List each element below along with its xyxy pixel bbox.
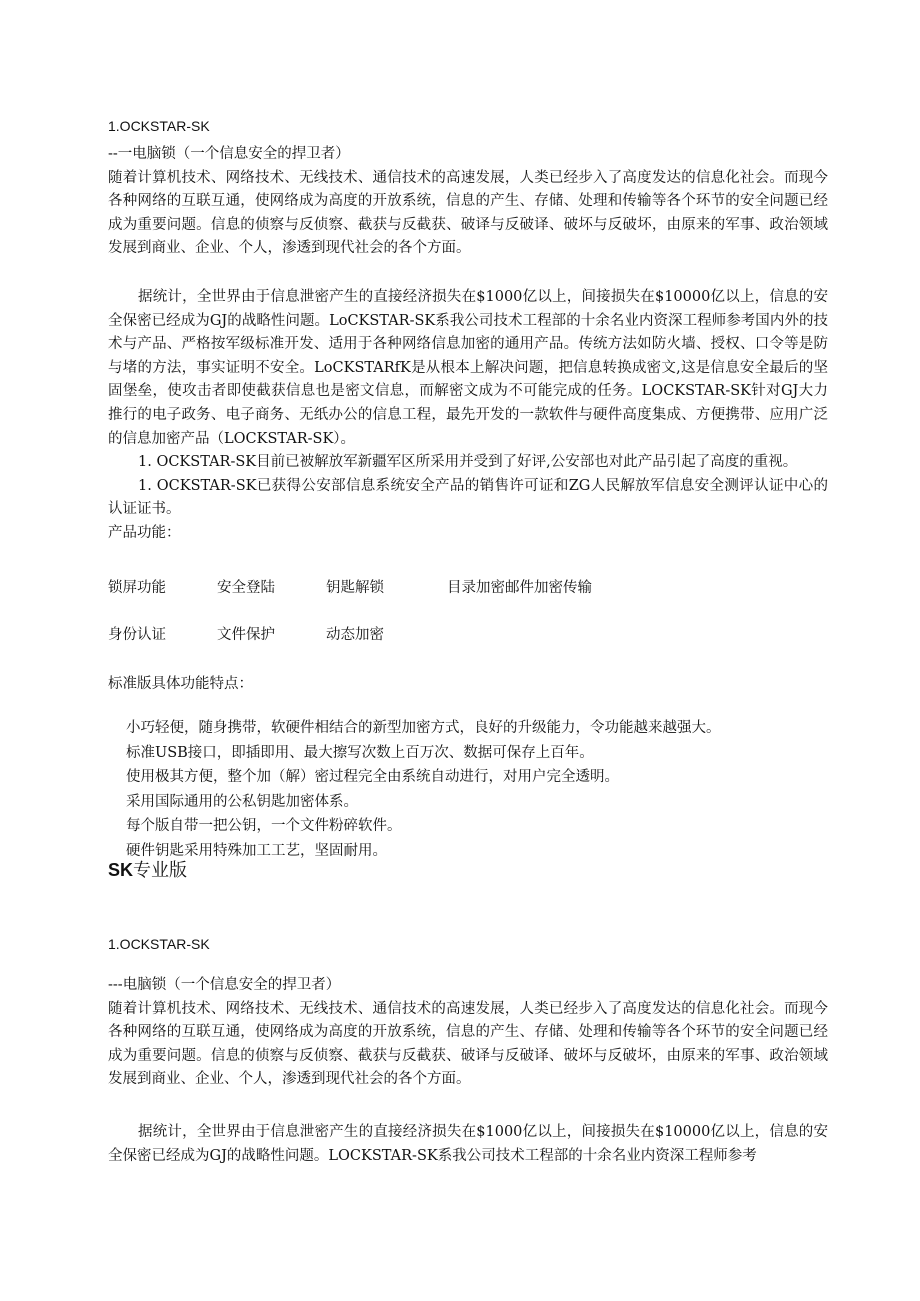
intro-text-block (108, 143, 828, 261)
product-line-title: 1.OCKSTAR-SK (108, 118, 210, 134)
intro-text-block-2 (108, 974, 828, 1092)
function-item: 锁屏功能 (108, 580, 166, 596)
paragraph-intro: 随着计算机技术、网络技术、无线技术、通信技术的高速发展，人类已经步入了高度发达的信息化社会。而现今各种网络的互联互通，使网络成为高度的开放系统，信息的产生、存储、处理和传输等各个环节的安全问题已经成为重要问题。信息的侦察与反侦察、截获与反截获、破译与反破译、破坏与反破坏，由原来的军事、政治领域发展到商业、企业、个人，渗透到现代社会的各个方面。 (108, 169, 828, 257)
subtitle-2: ---电脑锁（一个信息安全的捍卫者） (108, 977, 341, 993)
feature-item: 使用极其方便，整个加（解）密过程完全由系统自动进行，对用户完全透明。 (126, 769, 619, 786)
functions-row-2 (108, 623, 828, 647)
feature-item: 标准USB接口，即插即用、最大擦写次数上百万次、数据可保存上百年。 (126, 744, 594, 761)
section-heading-bold: SK (108, 860, 134, 880)
paragraph-intro-2: 随着计算机技术、网络技术、无线技术、通信技术的高速发展，人类已经步入了高度发达的信息化社会。而现今各种网络的互联互通，使网络成为高度的开放系统，信息的产生、存储、处理和传输等各个环节的安全问题已经成为重要问题。信息的侦察与反侦察、截获与反截获、破译与反破译、破坏与反破坏，由原来的军事、政治领域发展到商业、企业、个人，渗透到现代社会的各个方面。 (108, 1000, 828, 1088)
paragraph-certification: 1. OCKSTAR-SK已获得公安部信息系统安全产品的销售许可证和ZG人民解放军信息安全测评认证中心的认证证书。 (108, 477, 828, 518)
feature-item: 每个版自带一把公钥，一个文件粉碎软件。 (126, 818, 402, 835)
function-item: 文件保护 (217, 627, 275, 643)
functions-label: 产品功能： (108, 524, 181, 541)
functions-row-1 (108, 576, 828, 600)
function-item: 身份认证 (108, 627, 166, 643)
paragraph-statistics: 据统计，全世界由于信息泄密产生的直接经济损失在$1000亿以上，间接损失在$10000亿以上，信息的安全保密已经成为GJ的战略性问题。LoCKSTAR-SK系我公司技术工程部的十余名业内资深工程师参考国内外的技术与产品、严格按军级标准开发、适用于各种网络信息加密的通用产品。传统方法如防火墙、授权、口令等是防与堵的方法，事实证明不安全。LoCKSTARfK是从根本上解决问题，把信息转换成密文,这是信息安全最后的坚固堡垒，使攻击者即使截获信息也是密文信息，而解密文成为不可能完成的任务。LOCKSTAR-SK针对GJ大力推行的电子政务、电子商务、无纸办公的信息工程，最先开发的一款软件与硬件高度集成、方便携带、应用广泛的信息加密产品（LOCKSTAR-SK）。 (108, 289, 828, 447)
feature-item: 采用国际通用的公私钥匙加密体系。 (126, 793, 358, 810)
features-list (126, 716, 826, 864)
function-item: 钥匙解锁 (326, 580, 384, 596)
statistics-text-block-2 (108, 1121, 828, 1168)
paragraph-statistics-2: 据统计，全世界由于信息泄密产生的直接经济损失在$1000亿以上，间接损失在$10000亿以上，信息的安全保密已经成为GJ的战略性问题。LOCKSTAR-SK系我公司技术工程部的十余名业内资深工程师参考 (108, 1124, 828, 1164)
statistics-text-block (108, 286, 828, 546)
function-item: 目录加密邮件加密传输 (447, 580, 592, 596)
product-line-title-2: 1.OCKSTAR-SK (108, 936, 210, 952)
feature-item: 硬件钥匙采用特殊加工工艺，坚固耐用。 (126, 842, 387, 859)
features-label: 标准版具体功能特点： (108, 676, 253, 692)
paragraph-adoption: 1. OCKSTAR-SK目前已被解放军新疆军区所采用并受到了好评,公安部也对此产品引起了高度的重视。 (138, 454, 798, 471)
function-item: 动态加密 (326, 627, 384, 643)
subtitle: --一电脑锁（一个信息安全的捍卫者） (108, 146, 350, 162)
function-item: 安全登陆 (217, 580, 275, 596)
section-heading-text: 专业版 (133, 860, 188, 881)
feature-item: 小巧轻便，随身携带，软硬件相结合的新型加密方式，良好的升级能力，令功能越来越强大。 (126, 720, 721, 736)
section-heading-pro (108, 856, 187, 882)
